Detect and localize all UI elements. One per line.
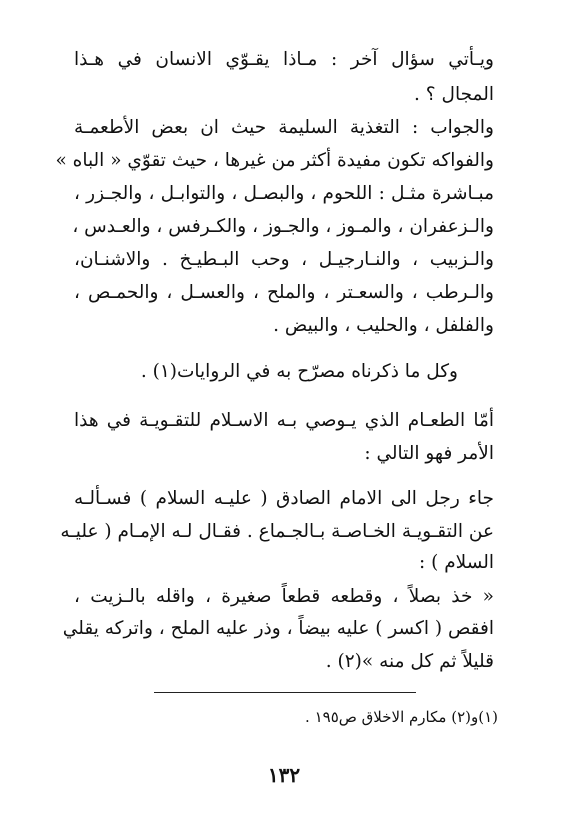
- text-line: قليلاً ثم كل منه »(٢) .: [325, 651, 494, 672]
- text-line: المجال ؟ .: [414, 84, 494, 105]
- text-line: السلام ) :: [419, 552, 494, 573]
- text-line: « خذ بصلاً ، وقطعه قطعاً صغيرة ، واقله بالـزيت ،: [74, 586, 494, 607]
- text-line: والجواب : التغذية السليمة حيث ان بعض الأطعمـة: [74, 117, 494, 138]
- text-line: ويـأتي سؤال آخر : مـاذا يقـوّي الانسان في هـذا: [74, 49, 494, 70]
- text-line: والـزبيب ، والنـارجيـل ، وحب البـطيـخ . والاشنـان،: [74, 249, 494, 270]
- footnote: (١)و(٢) مكارم الاخلاق ص١٩٥ .: [305, 708, 498, 726]
- text-line: عن التقـويـة الخـاصـة بـالجـماع . فقـال لـه الإمـام ( عليـه: [60, 521, 494, 542]
- text-line: افقص ( اكسر ) عليه بيضاً ، وذر عليه الملح ، واتركه يقلي: [62, 618, 494, 639]
- footnote-divider: [154, 692, 416, 693]
- text-line: والفلفل ، والحليب ، والبيض .: [273, 315, 494, 336]
- page-number: ١٣٢: [267, 763, 301, 787]
- text-line: الأمر فهو التالي :: [364, 443, 494, 464]
- text-line: مبـاشرة مثـل : اللحوم ، والبصـل ، والتوابـل ، والجـزر ،: [74, 183, 494, 204]
- text-line: والفواكه تكون مفيدة أكثر من غيرها ، حيث تقوّي « الباه »: [55, 150, 494, 171]
- text-line: وكل ما ذكرناه مصرّح به في الروايات(١) .: [140, 361, 458, 382]
- text-line: والـرطب ، والسعـتر ، والملح ، والعسـل ، والحمـص ،: [74, 282, 494, 303]
- text-line: والـزعفران ، والمـوز ، والجـوز ، والكـرفس ، والعـدس ،: [72, 216, 494, 237]
- text-line: جاء رجل الى الامام الصادق ( عليـه السلام ) فسـألـه: [74, 488, 494, 509]
- text-line: أمّا الطعـام الذي يـوصي بـه الاسـلام للتقـويـة في هذا: [74, 410, 494, 431]
